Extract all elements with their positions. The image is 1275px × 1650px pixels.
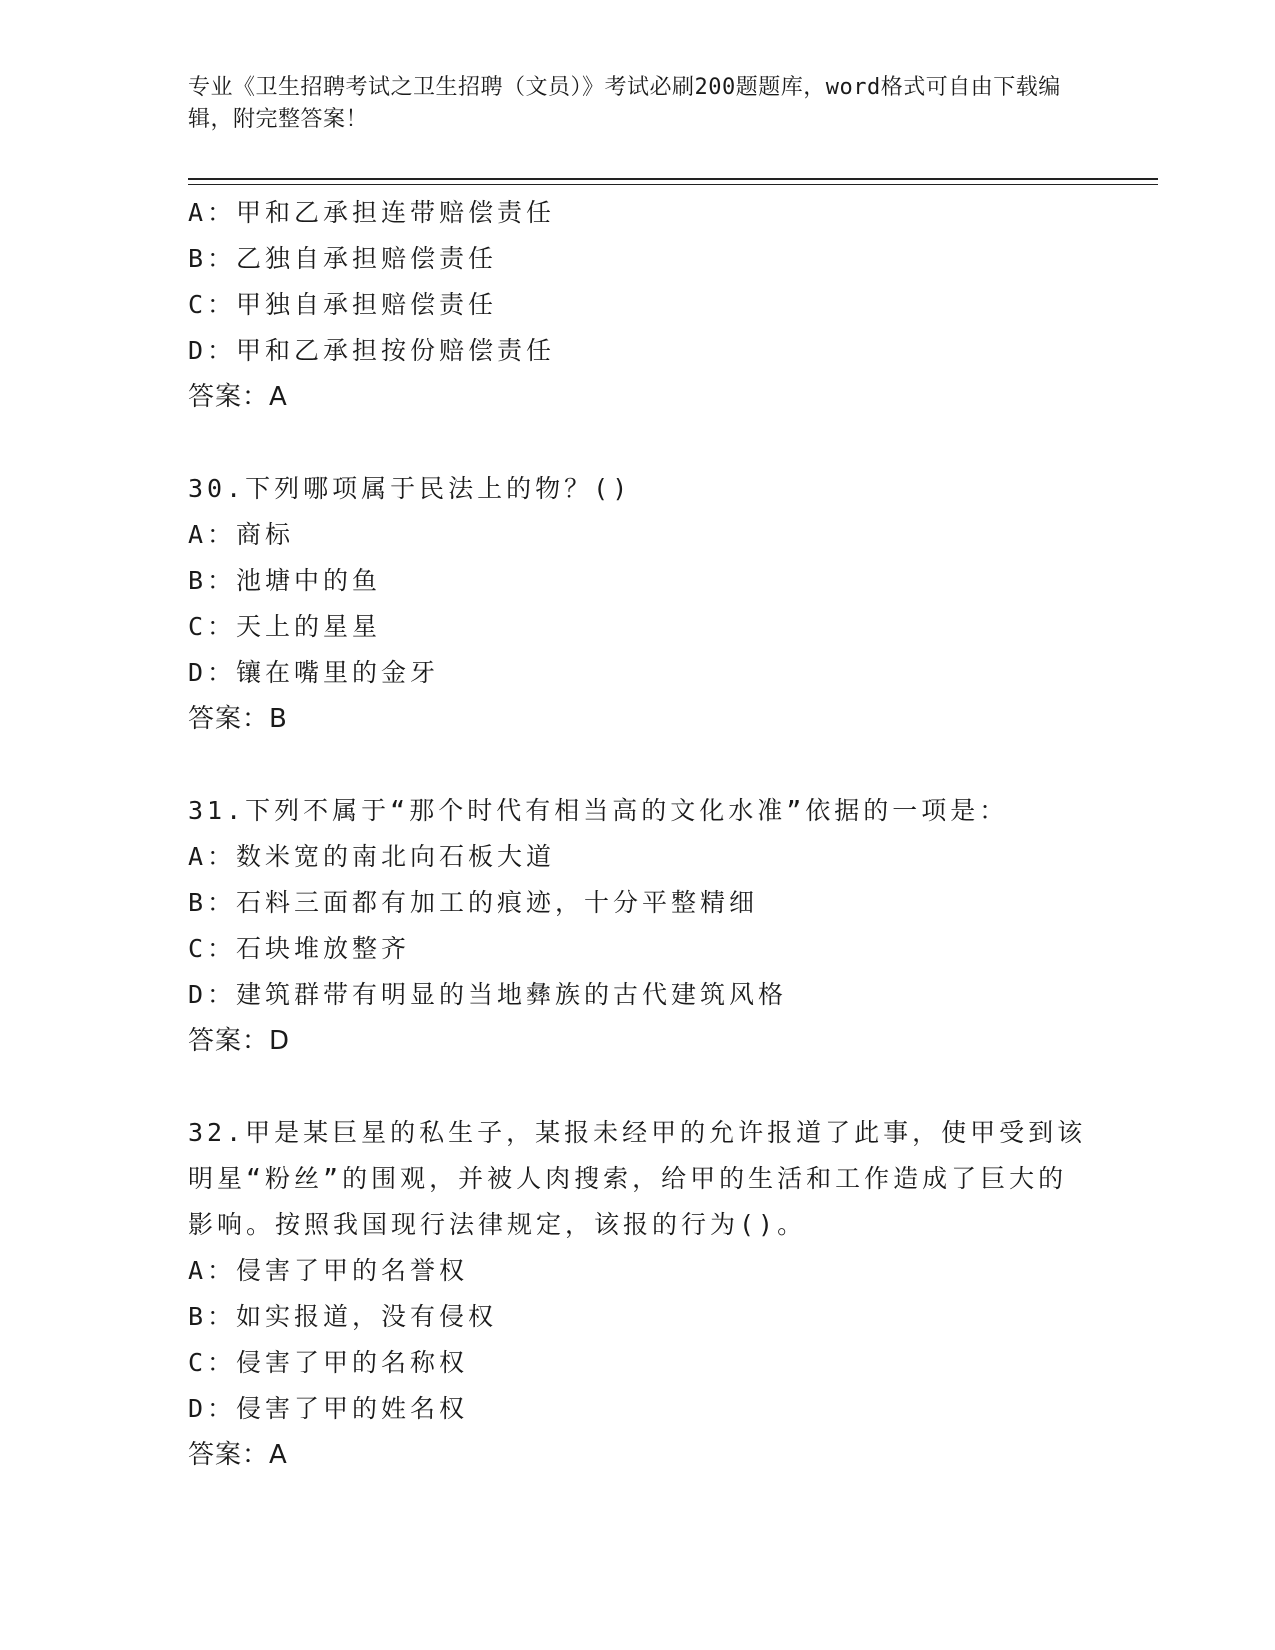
answer-line: 答案：B (188, 704, 288, 734)
option-b: B：石料三面都有加工的痕迹，十分平整精细 (188, 888, 759, 917)
prev-question-block (188, 190, 1088, 420)
question-stem: 32.甲是某巨星的私生子，某报未经甲的允许报道了此事，使甲受到该明星“粉丝”的围观，并被人肉搜索，给甲的生活和工作造成了巨大的影响。按照我国现行法律规定，该报的行为()。 (188, 1118, 1087, 1239)
option-a: A：数米宽的南北向石板大道 (188, 842, 556, 871)
option-c: C：侵害了甲的名称权 (188, 1348, 469, 1377)
option-c: C：天上的星星 (188, 612, 382, 641)
header-divider-thin (188, 184, 1158, 185)
header-text: 专业《卫生招聘考试之卫生招聘（文员）》考试必刷200题题库，word格式可自由下载编辑，附完整答案！ (188, 75, 1061, 132)
question-32 (188, 1110, 1088, 1478)
option-d: D：镶在嘴里的金牙 (188, 658, 440, 687)
option-a: A：商标 (188, 520, 295, 549)
option-b: B：乙独自承担赔偿责任 (188, 244, 498, 273)
option-d: D：建筑群带有明显的当地彝族的古代建筑风格 (188, 980, 788, 1009)
question-list (188, 190, 1088, 1478)
option-c: C：石块堆放整齐 (188, 934, 411, 963)
question-30 (188, 466, 1088, 742)
question-stem: 31.下列不属于“那个时代有相当高的文化水准”依据的一项是： (188, 796, 1009, 825)
answer-line: 答案：D (188, 1026, 291, 1056)
answer-line: 答案：A (188, 1440, 288, 1470)
option-d: D：侵害了甲的姓名权 (188, 1394, 469, 1423)
option-b: B：池塘中的鱼 (188, 566, 382, 595)
option-a: A：侵害了甲的名誉权 (188, 1256, 469, 1285)
question-31 (188, 788, 1088, 1064)
answer-line: 答案：A (188, 382, 288, 412)
header-divider (188, 178, 1158, 180)
option-c: C：甲独自承担赔偿责任 (188, 290, 498, 319)
document-header (188, 72, 1068, 136)
option-d: D：甲和乙承担按份赔偿责任 (188, 336, 556, 365)
option-a: A：甲和乙承担连带赔偿责任 (188, 198, 556, 227)
question-stem: 30.下列哪项属于民法上的物？() (188, 474, 632, 503)
option-b: B：如实报道，没有侵权 (188, 1302, 498, 1331)
